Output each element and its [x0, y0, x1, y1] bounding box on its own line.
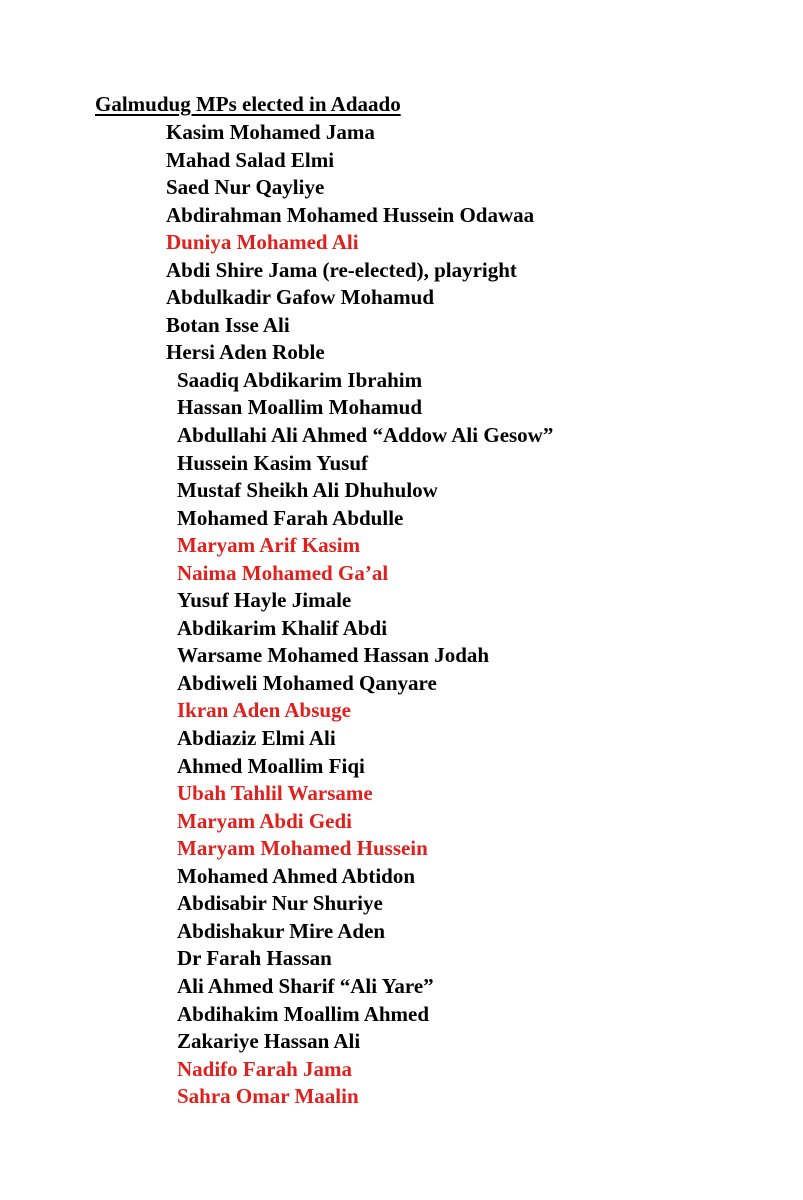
list-item-name: Hussein Kasim Yusuf [177, 450, 369, 475]
list-item-name: Abdisabir Nur Shuriye [177, 891, 383, 916]
list-item-name: Sahra Omar Maalin [177, 1084, 359, 1109]
list-item-name: Abdirahman Mohamed Hussein Odawaa [166, 202, 535, 227]
list-item-name: Mohamed Ahmed Abtidon [177, 863, 416, 888]
list-item-name: Maryam Mohamed Hussein [177, 836, 428, 861]
list-item-name: Abdi Shire Jama (re-elected), playright [166, 257, 517, 282]
list-item-name: Maryam Abdi Gedi [177, 808, 353, 833]
list-item-name: Ahmed Moallim Fiqi [177, 753, 365, 778]
list-item-name: Abdullahi Ali Ahmed “Addow Ali Gesow” [177, 423, 554, 448]
list-item-name: Kasim Mohamed Jama [166, 120, 375, 144]
list-item-name: Dr Farah Hassan [177, 946, 332, 971]
list-item-name: Saadiq Abdikarim Ibrahim [177, 367, 423, 392]
list-item-name: Botan Isse Ali [166, 312, 290, 337]
list-item-name: Ali Ahmed Sharif “Ali Yare” [177, 973, 434, 998]
list-item-name: Hassan Moallim Mohamud [177, 395, 423, 420]
list-item-name: Abdulkadir Gafow Mohamud [166, 285, 435, 310]
list-item-name: Saed Nur Qayliye [166, 175, 325, 200]
list-item-name: Mohamed Farah Abdulle [177, 505, 404, 530]
list-item-name: Abdiweli Mohamed Qanyare [177, 670, 437, 695]
list-item-name: Ubah Tahlil Warsame [177, 781, 373, 806]
list-item-name: Abdiaziz Elmi Ali [177, 726, 336, 751]
list-item-name: Abdihakim Moallim Ahmed [177, 1001, 430, 1026]
list-item-name: Yusuf Hayle Jimale [177, 588, 352, 613]
list-item-name: Nadifo Farah Jama [177, 1056, 352, 1081]
list-item-name: Hersi Aden Roble [166, 340, 325, 365]
list-item-name: Zakariye Hassan Ali [177, 1029, 361, 1054]
list-item-name: Abdishakur Mire Aden [177, 918, 386, 943]
list-item-name: Mahad Salad Elmi [166, 147, 335, 172]
list-item-name: Ikran Aden Absuge [177, 698, 351, 723]
list-item-name: Warsame Mohamed Hassan Jodah [177, 643, 490, 668]
list-item-name: Mustaf Sheikh Ali Dhuhulow [177, 478, 438, 503]
list-item-name: Naima Mohamed Ga’al [177, 560, 389, 585]
list-item-name: Abdikarim Khalif Abdi [177, 615, 388, 640]
list-item-name: Duniya Mohamed Ali [166, 230, 359, 255]
list-item-name: Maryam Arif Kasim [177, 533, 361, 558]
document-title: Galmudug MPs elected in Adaado [95, 92, 401, 116]
